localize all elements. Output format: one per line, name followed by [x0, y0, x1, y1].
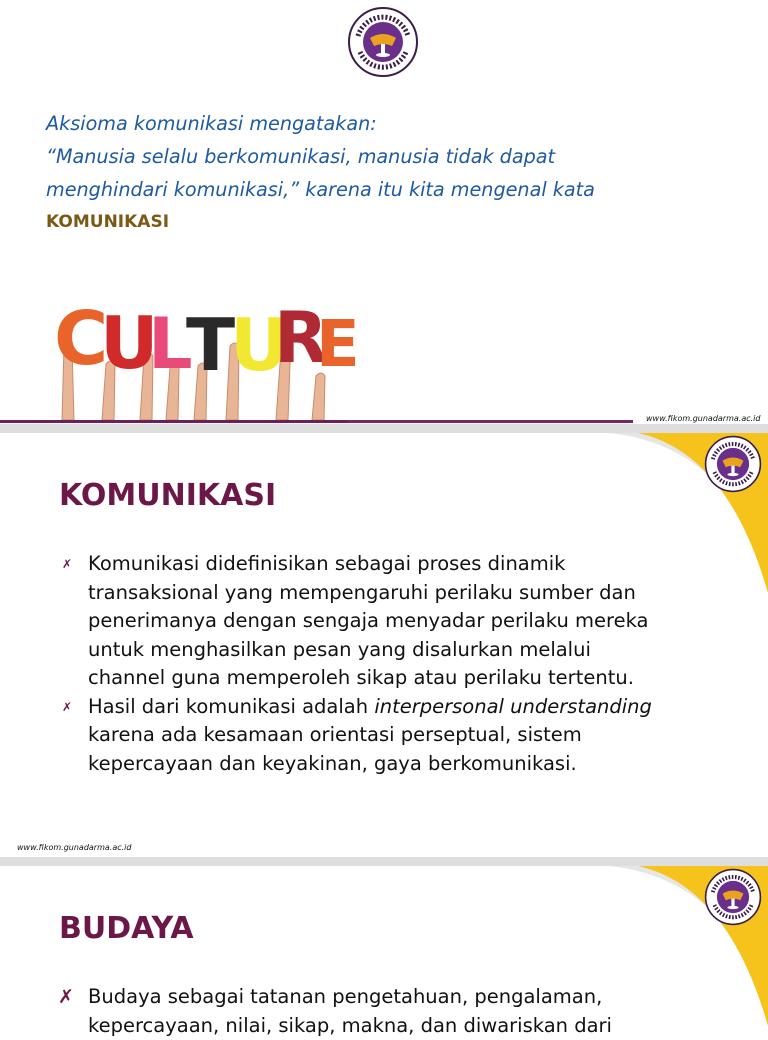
slide-budaya: [0, 866, 768, 1024]
culture-letter: C: [54, 296, 108, 382]
culture-letter: U: [230, 303, 288, 387]
bullet-line: untuk menghasilkan pesan yang disalurkan melalui: [88, 636, 720, 665]
footer-url[interactable]: www.fikom.gunadarma.ac.id: [17, 843, 131, 852]
bullet-cross-icon: ✗: [62, 693, 72, 722]
footer-line-right: [348, 420, 633, 423]
culture-letter: R: [274, 297, 328, 379]
slide-separator: [0, 857, 768, 866]
bullet-line: kepercayaan, nilai, sikap, makna, dan diwariskan dari: [88, 1012, 720, 1040]
culture-letter: E: [316, 308, 360, 382]
bullet-list: [60, 550, 720, 778]
bullet-item: [60, 550, 720, 693]
bullet-line: channel guna memperoleh sikap atau perilaku tertentu.: [88, 664, 720, 693]
bullet-line: transaksional yang mempengaruhi perilaku sumber dan: [88, 579, 720, 608]
bullet-line: kepercayaan dan keyakinan, gaya berkomunikasi.: [88, 750, 720, 779]
bullet-line: karena ada kesamaan orientasi perseptual, sistem: [88, 721, 720, 750]
slide-title: KOMUNIKASI: [59, 478, 276, 513]
bullet-italic-term: interpersonal understanding: [374, 695, 652, 718]
bullet-list: [60, 983, 720, 1040]
bullet-item: [60, 983, 720, 1040]
slide-intro: [0, 0, 768, 424]
intro-line: menghindari komunikasi,” karena itu kita mengenal kata: [46, 173, 686, 206]
bullet-cross-icon: ✗: [58, 983, 74, 1012]
slide-title: BUDAYA: [59, 911, 194, 946]
bullet-line: penerimanya dengan sengaja menyadar perilaku mereka: [88, 607, 720, 636]
university-logo: [348, 6, 418, 78]
culture-letter: T: [186, 303, 235, 387]
bullet-cross-icon: ✗: [62, 550, 72, 579]
university-logo: [704, 435, 762, 493]
intro-line: Aksioma komunikasi mengatakan:: [46, 107, 686, 140]
culture-image: [54, 286, 354, 420]
intro-quote: [46, 107, 686, 239]
bullet-line: [88, 693, 720, 722]
bullet-text: Hasil dari komunikasi adalah: [88, 695, 374, 718]
logo-emblem-icon: [348, 6, 418, 78]
intro-line: “Manusia selalu berkomunikasi, manusia tidak dapat: [46, 140, 686, 173]
intro-emphasis: KOMUNIKASI: [46, 206, 686, 239]
bullet-item: [60, 693, 720, 779]
logo-emblem-icon: [704, 868, 762, 926]
culture-hands-illustration-icon: [54, 286, 354, 420]
university-logo: [704, 868, 762, 926]
footer-line-left: [0, 420, 348, 423]
footer-url[interactable]: www.fikom.gunadarma.ac.id: [646, 414, 760, 423]
bullet-line: Budaya sebagai tatanan pengetahuan, pengalaman,: [88, 983, 720, 1012]
bullet-line: Komunikasi didefinisikan sebagai proses dinamik: [88, 550, 720, 579]
logo-emblem-icon: [704, 435, 762, 493]
culture-letter: U: [100, 301, 158, 385]
culture-letter: L: [148, 303, 193, 385]
slide-separator: [0, 424, 768, 433]
slide-komunikasi: [0, 433, 768, 857]
